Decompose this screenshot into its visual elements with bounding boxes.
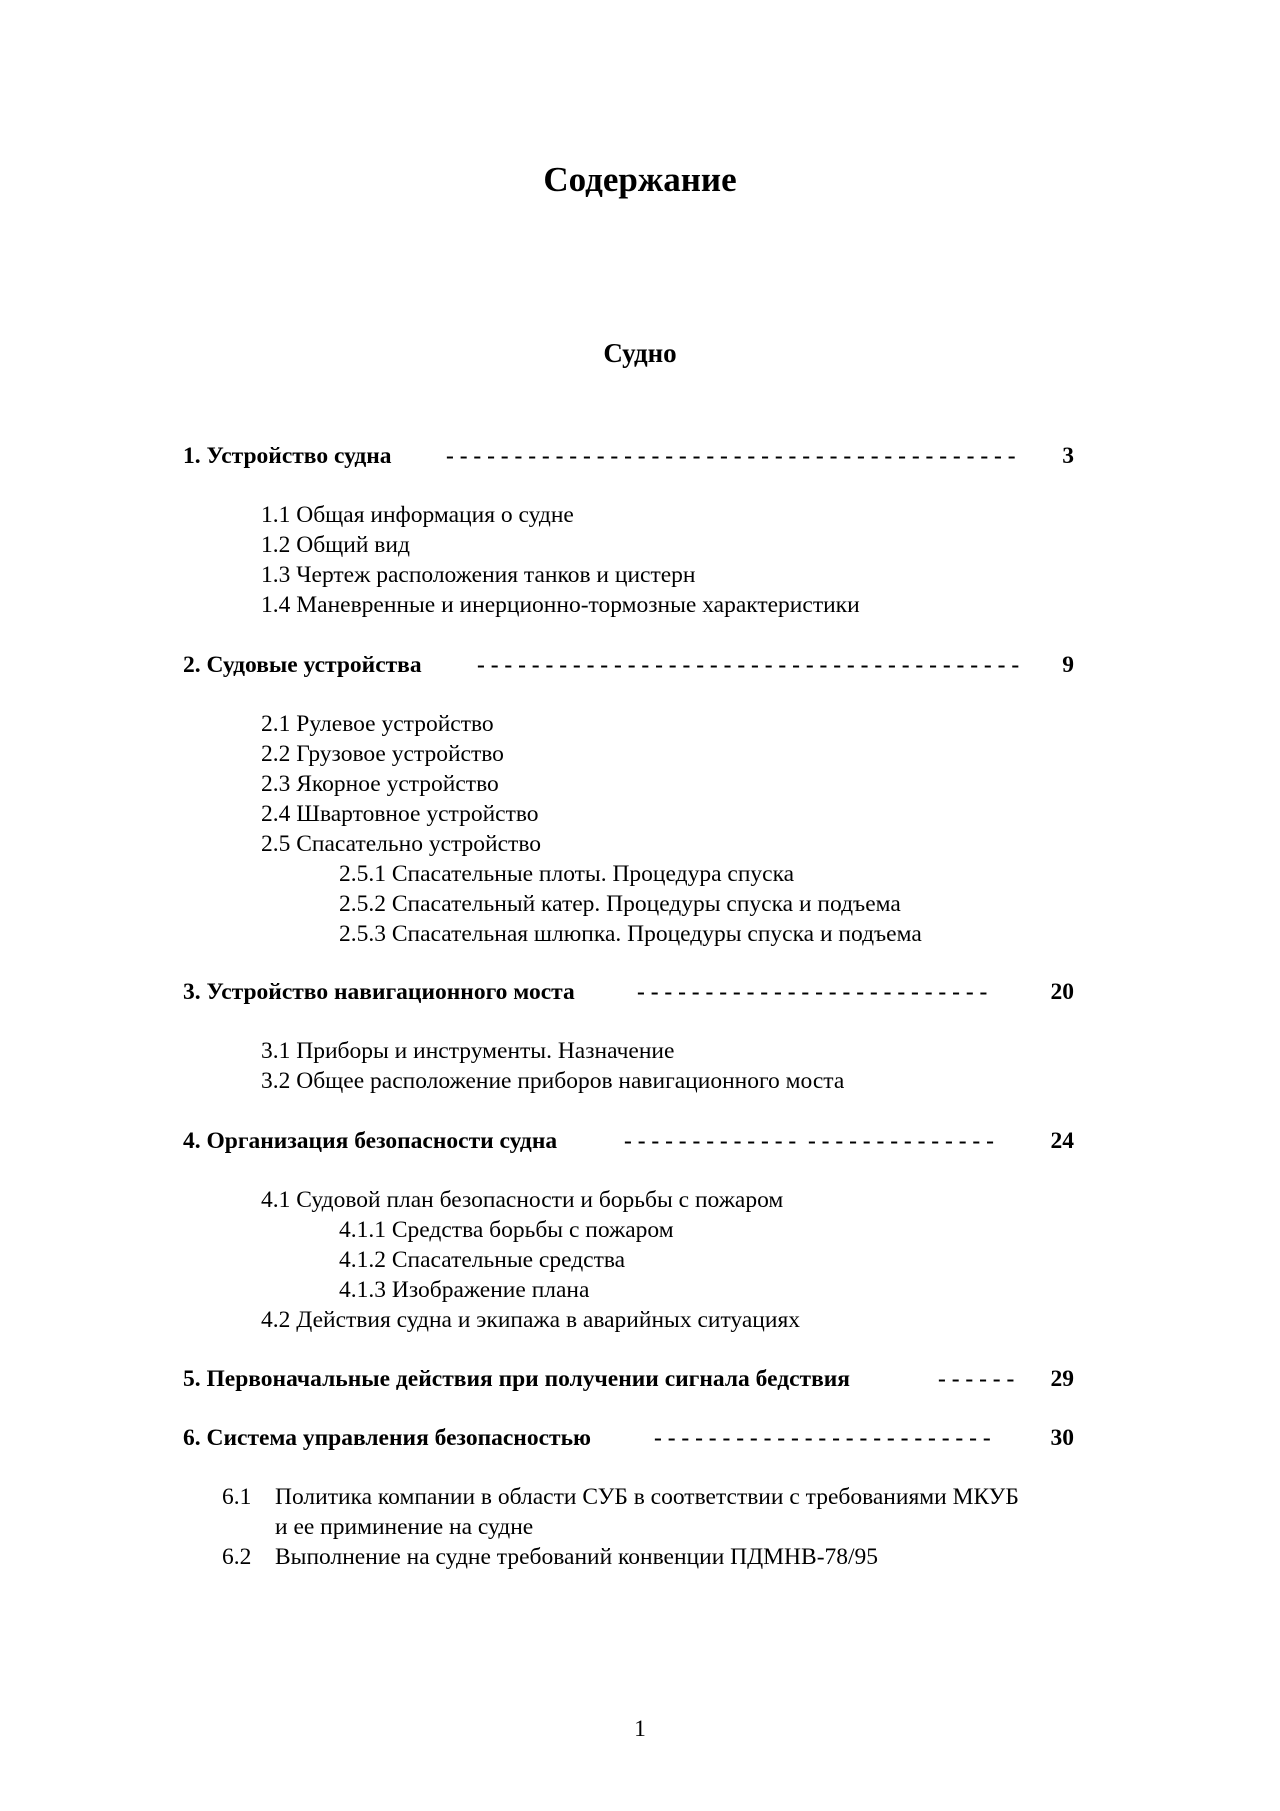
toc-item: 1.3 Чертеж расположения танков и цистерн [261, 562, 696, 588]
subtitle: Судно [603, 338, 677, 368]
page-title: Содержание [543, 160, 737, 199]
toc-subitem: 2.5.1 Спасательные плоты. Процедура спуска [339, 861, 795, 887]
toc-heading: 3. Устройство навигационного моста [183, 979, 575, 1005]
toc-page-number: 3 [1062, 443, 1074, 469]
toc-leader: - - - - - - - - - - - - - - - - - - - - - - - - - - - - - - - - - - - - - - - - - - [446, 443, 1016, 469]
toc-leader: - - - - - - [938, 1366, 1015, 1392]
toc-item: 2.2 Грузовое устройство [261, 741, 504, 767]
toc-item: 2.5 Спасательно устройство [261, 831, 542, 857]
toc-subitem: 4.1.2 Спасательные средства [339, 1247, 626, 1273]
toc-leader: - - - - - - - - - - - - - - - - - - - - - - - - - [654, 1425, 991, 1451]
toc-subitem: 2.5.3 Спасательная шлюпка. Процедуры спуска и подъема [339, 921, 922, 947]
toc-page-number: 30 [1050, 1425, 1074, 1451]
toc-item-number: 6.1 [222, 1484, 252, 1510]
toc-item-continuation: и ее приминение на судне [275, 1514, 534, 1540]
toc-page-number: 24 [1050, 1128, 1074, 1154]
toc-heading: 2. Судовые устройства [183, 652, 422, 678]
toc-page-number: 20 [1050, 979, 1074, 1005]
toc-heading: 5. Первоначальные действия при получении сигнала бедствия [183, 1366, 851, 1392]
toc-item: 1.2 Общий вид [261, 532, 410, 558]
toc-heading: 4. Организация безопасности судна [183, 1128, 558, 1154]
toc-subitem: 2.5.2 Спасательный катер. Процедуры спуска и подъема [339, 891, 901, 917]
toc-item: 2.1 Рулевое устройство [261, 711, 494, 737]
toc-item: 3.2 Общее расположение приборов навигационного моста [261, 1068, 845, 1094]
footer-page-number: 1 [634, 1716, 646, 1742]
toc-leader: - - - - - - - - - - - - - - - - - - - - - - - - - - [637, 979, 988, 1005]
toc-page-number: 9 [1062, 652, 1074, 678]
toc-leader: - - - - - - - - - - - - - - - - - - - - - - - - - - - - - - - - - - - - - - - - [477, 652, 1020, 678]
toc-item: 1.1 Общая информация о судне [261, 502, 574, 528]
toc-leader: - - - - - - - - - - - - - - - - - - - - - - - - - - - [624, 1128, 994, 1154]
toc-item: 3.1 Приборы и инструменты. Назначение [261, 1038, 675, 1064]
toc-page-number: 29 [1050, 1366, 1074, 1392]
toc-item: 4.1 Судовой план безопасности и борьбы с пожаром [261, 1187, 784, 1213]
toc-item: Политика компании в области СУБ в соответствии с требованиями МКУБ [275, 1484, 1019, 1510]
toc-item: 1.4 Маневренные и инерционно-тормозные характеристики [261, 592, 860, 618]
toc-item: Выполнение на судне требований конвенции ПДМНВ-78/95 [275, 1544, 879, 1570]
toc-heading: 6. Система управления безопасностью [183, 1425, 591, 1451]
toc-subitem: 4.1.1 Средства борьбы с пожаром [339, 1217, 674, 1243]
toc-item: 2.3 Якорное устройство [261, 771, 499, 797]
toc-item: 2.4 Швартовное устройство [261, 801, 539, 827]
toc-subitem: 4.1.3 Изображение плана [339, 1277, 590, 1303]
toc-heading: 1. Устройство судна [183, 443, 392, 469]
toc-item-number: 6.2 [222, 1544, 252, 1570]
toc-item: 4.2 Действия судна и экипажа в аварийных ситуациях [261, 1307, 800, 1333]
